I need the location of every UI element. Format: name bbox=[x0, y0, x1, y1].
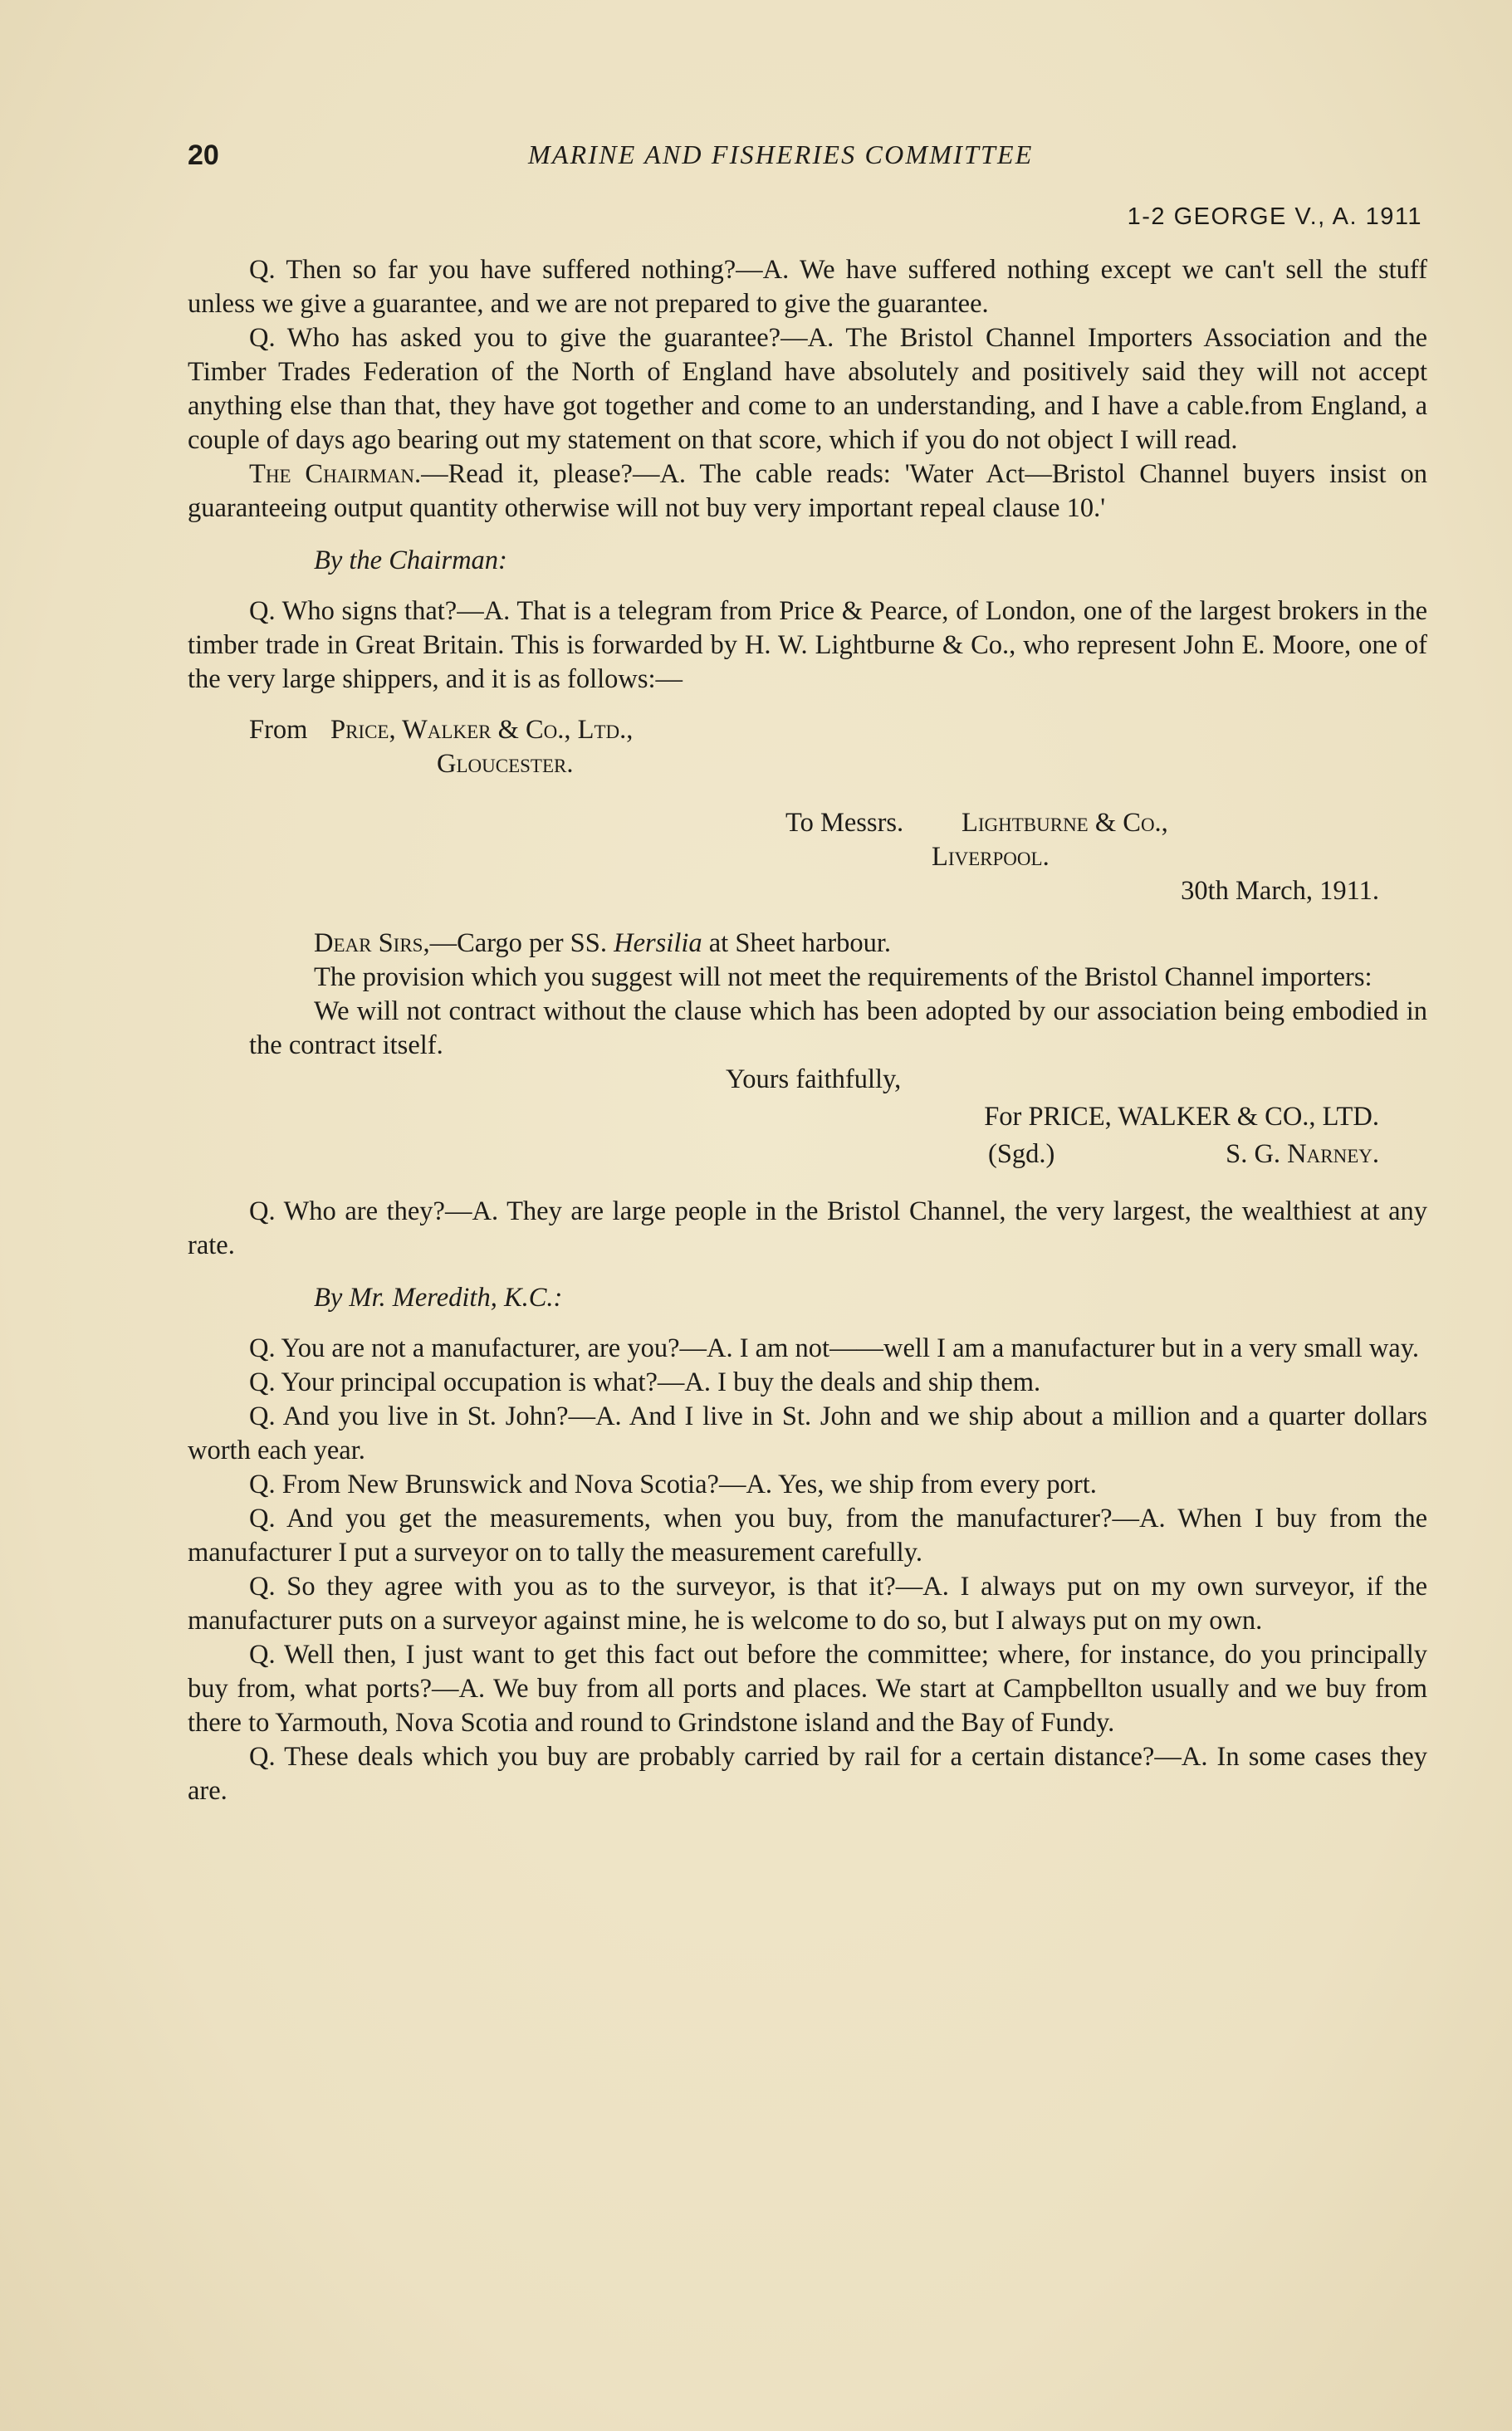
signer-name: S. G. Narney. bbox=[1226, 1139, 1379, 1169]
paragraph bbox=[188, 457, 1427, 526]
letter-paragraph: The provision which you suggest will not meet the requirements of the Bristol Channel importers: bbox=[314, 962, 1373, 992]
from-place: Gloucester. bbox=[437, 749, 574, 779]
paragraph: Q. Well then, I just want to get this fact out before the committee; where, for instance, do you principally buy from, what ports?—A. We buy from all ports and places. We start at Campbellton usually and we buy from there to Yarmouth, Nova Scotia and round to Grindstone island and the Bay of Fundy. bbox=[188, 1640, 1427, 1738]
salutation: Dear Sirs, bbox=[314, 928, 430, 958]
page-number: 20 bbox=[188, 139, 219, 171]
letter-salutation-line bbox=[188, 927, 1427, 961]
paragraph: Q. And you live in St. John?—A. And I live in St. John and we ship about a million and a quarter dollars worth each year. bbox=[188, 1401, 1427, 1465]
section-heading: By the Chairman: bbox=[314, 545, 507, 575]
signed-mark: (Sgd.) bbox=[988, 1139, 1055, 1169]
letter-to-place-line bbox=[188, 840, 1427, 874]
letter-from-place-line bbox=[188, 747, 1427, 781]
letter-date-line bbox=[188, 874, 1427, 908]
spacer bbox=[188, 1171, 1427, 1195]
session-label: 1-2 GEORGE V., A. 1911 bbox=[1127, 203, 1422, 230]
paragraph: Q. So they agree with you as to the surveyor, is that it?—A. I always put on my own surveyor, if the manufacturer puts on a surveyor against mine, he is welcome to do so, but I always put on my own. bbox=[188, 1572, 1427, 1636]
letter-signer-firm-line bbox=[188, 1100, 1427, 1134]
cargo-suffix: at Sheet harbour. bbox=[708, 928, 892, 958]
ship-name: Hersilia bbox=[614, 928, 702, 958]
paragraph: Q. Then so far you have suffered nothing?—A. We have suffered nothing except we can't sell the stuff unless we give a guarantee, and we are not prepared to give the guarantee. bbox=[188, 255, 1427, 319]
paragraph: Q. Your principal occupation is what?—A. I buy the deals and ship them. bbox=[249, 1367, 1041, 1397]
quoted-letter bbox=[188, 713, 1427, 1171]
paragraph: Q. Who has asked you to give the guarantee?—A. The Bristol Channel Importers Association and the Timber Trades Federation of the North of England have absolutely and positively said they will not accept anything else than that, they have got together and come to an understanding, and I have a cable.from England, a couple of days ago bearing out my statement on that score, which if you do not object I will read. bbox=[188, 323, 1427, 455]
from-name: Price, Walker & Co., Ltd., bbox=[330, 715, 634, 745]
document-body bbox=[188, 253, 1427, 1808]
signer-firm: For PRICE, WALKER & CO., LTD. bbox=[984, 1102, 1379, 1132]
letter-from-line bbox=[188, 713, 1427, 747]
letter-signature-line bbox=[188, 1137, 1427, 1171]
section-heading: By Mr. Meredith, K.C.: bbox=[314, 1283, 563, 1313]
paragraph: Q. You are not a manufacturer, are you?—A. I am not——well I am a manufacturer but in a very small way. bbox=[249, 1333, 1419, 1363]
page-header bbox=[188, 139, 1422, 181]
paragraph-text: —Read it, please?—A. The cable reads: 'Water Act—Bristol Channel buyers insist on guaranteeing output quantity otherwise will not buy very important repeal clause 10.' bbox=[188, 459, 1427, 523]
speaker-label: The Chairman. bbox=[249, 459, 422, 489]
from-prefix: From bbox=[249, 715, 308, 745]
letter-closing: Yours faithfully, bbox=[726, 1064, 902, 1094]
letter-closing-line bbox=[188, 1063, 1427, 1097]
paragraph: Q. Who signs that?—A. That is a telegram from Price & Pearce, of London, one of the largest brokers in the timber trade in Great Britain. This is forwarded by H. W. Lightburne & Co., who represent John E. Moore, one of the very large shippers, and it is as follows:— bbox=[188, 596, 1427, 694]
paragraph: Q. These deals which you buy are probably carried by rail for a certain distance?—A. In some cases they are. bbox=[188, 1742, 1427, 1806]
paragraph: Q. And you get the measurements, when you buy, from the manufacturer?—A. When I buy from the manufacturer I put a surveyor on to tally the measurement carefully. bbox=[188, 1504, 1427, 1568]
letter-paragraph: We will not contract without the clause which has been adopted by our association being embodied in the contract itself. bbox=[249, 996, 1427, 1060]
cargo-prefix: —Cargo per SS. bbox=[429, 928, 607, 958]
letter-date: 30th March, 1911. bbox=[1181, 876, 1379, 906]
to-prefix: To Messrs. bbox=[785, 808, 904, 838]
running-head: MARINE AND FISHERIES COMMITTEE bbox=[528, 139, 1034, 169]
paragraph: Q. Who are they?—A. They are large people in the Bristol Channel, the very largest, the wealthiest at any rate. bbox=[188, 1196, 1427, 1260]
to-name: Lightburne & Co., bbox=[962, 808, 1168, 838]
paragraph: Q. From New Brunswick and Nova Scotia?—A. Yes, we ship from every port. bbox=[249, 1470, 1097, 1499]
to-place: Liverpool. bbox=[932, 842, 1050, 872]
letter-to-line bbox=[188, 806, 1427, 840]
